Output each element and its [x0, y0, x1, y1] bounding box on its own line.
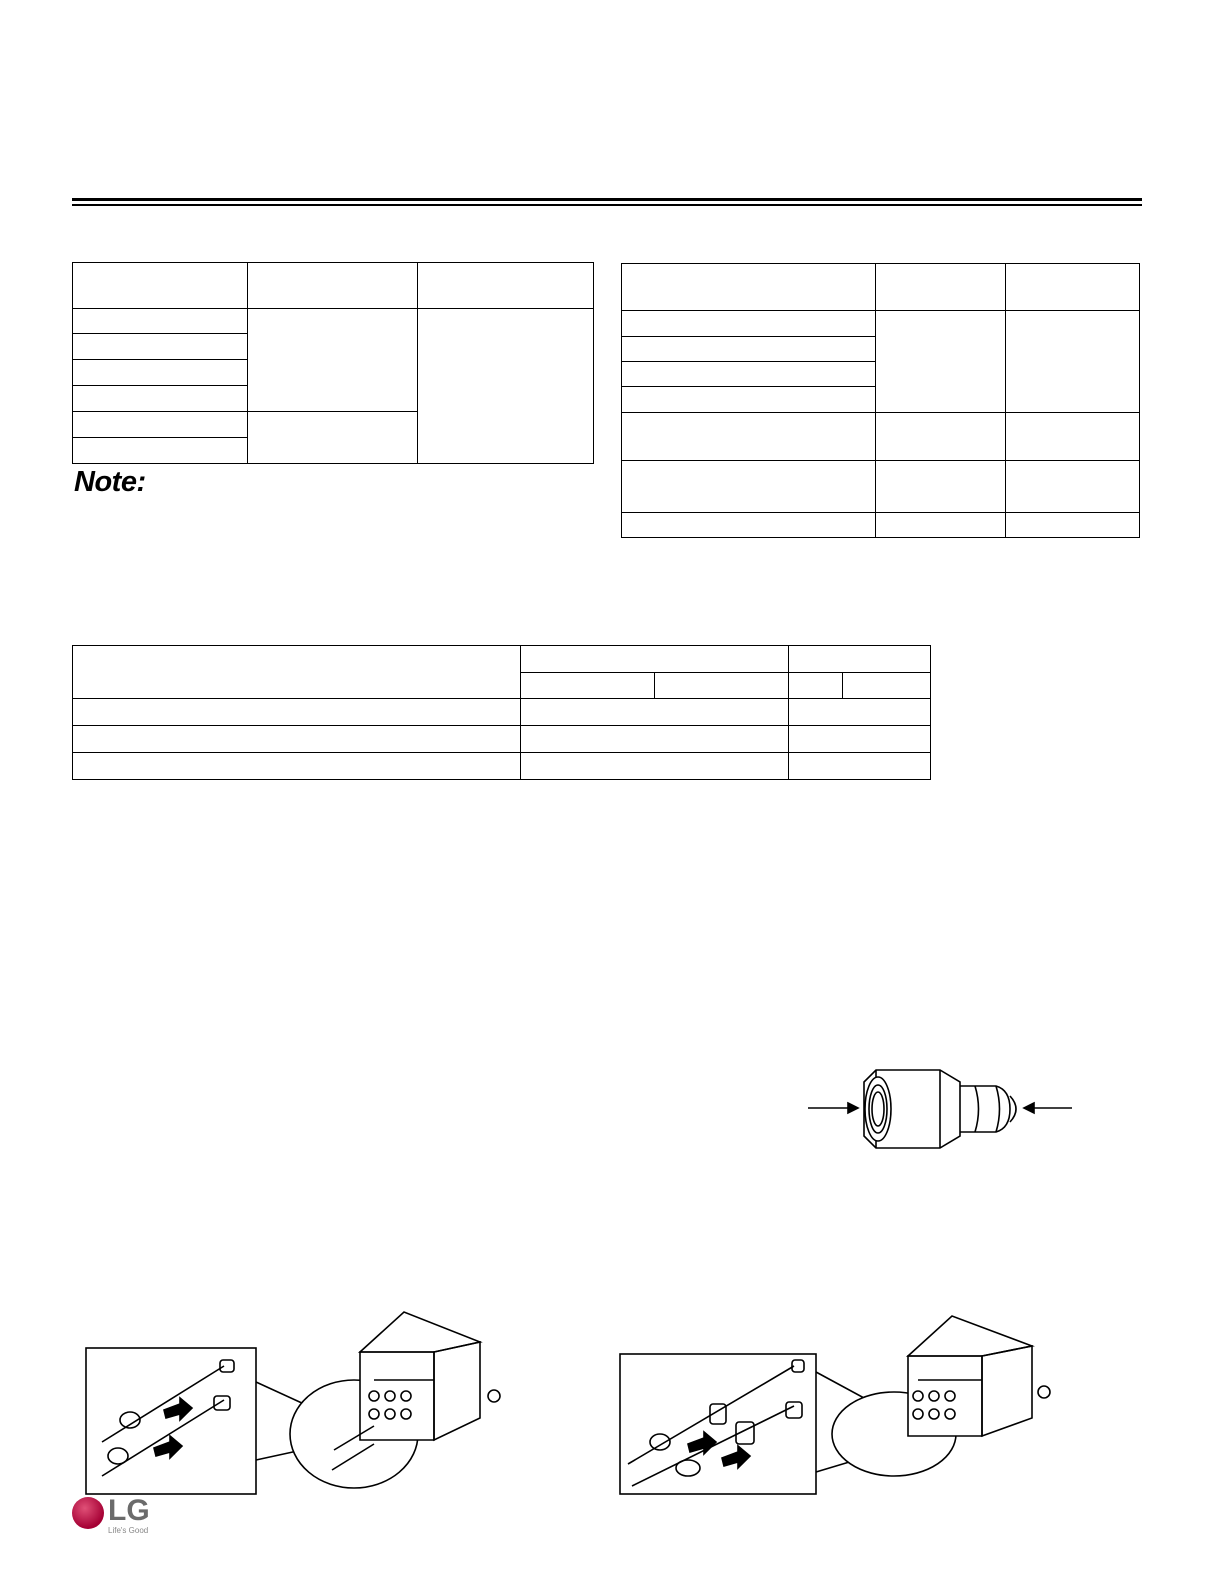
table-row	[622, 264, 1140, 311]
table-cell	[789, 673, 843, 699]
table-cell	[622, 337, 876, 362]
table-cell	[843, 673, 931, 699]
table-cell	[622, 264, 876, 311]
table-cell	[1006, 264, 1140, 311]
table-row	[73, 753, 931, 780]
table-row	[73, 726, 931, 753]
table-row	[73, 646, 931, 673]
table-cell	[73, 753, 521, 780]
table-row	[73, 309, 594, 334]
table-cell	[248, 309, 418, 412]
table-cell	[655, 673, 789, 699]
connection-detail-illustration-left	[84, 1300, 544, 1496]
table-cell	[622, 311, 876, 337]
table-cell	[876, 461, 1006, 513]
table-cell	[622, 362, 876, 387]
table-row	[622, 513, 1140, 538]
table-top-right	[621, 263, 1140, 538]
connection-detail-illustration-right	[618, 1296, 1088, 1496]
lg-logo-text: LG	[108, 1494, 150, 1527]
table-cell	[73, 726, 521, 753]
lg-logo-mark	[72, 1497, 104, 1529]
lg-logo-tagline: Life's Good	[108, 1526, 149, 1535]
table-cell	[789, 699, 931, 726]
table-row	[73, 263, 594, 309]
note-label: Note:	[74, 466, 146, 498]
table-cell	[248, 263, 418, 309]
table-cell	[521, 673, 655, 699]
table-cell	[521, 646, 789, 673]
table-cell	[789, 753, 931, 780]
table-cell	[622, 387, 876, 413]
flare-fitting-illustration	[800, 1060, 1080, 1160]
table-cell	[622, 413, 876, 461]
table-cell	[876, 311, 1006, 413]
table-cell	[418, 263, 594, 309]
table-top-left	[72, 262, 594, 464]
table-cell	[622, 513, 876, 538]
table-cell	[1006, 413, 1140, 461]
table-row	[622, 413, 1140, 461]
table-cell	[789, 646, 931, 673]
table-cell	[521, 753, 789, 780]
table-cell	[73, 412, 248, 438]
table-row	[622, 311, 1140, 337]
table-cell	[876, 513, 1006, 538]
table-cell	[73, 360, 248, 386]
table-cell	[73, 309, 248, 334]
table-cell	[73, 386, 248, 412]
table-cell	[876, 413, 1006, 461]
table-cell	[248, 412, 418, 464]
table-cell	[789, 726, 931, 753]
table-cell	[73, 263, 248, 309]
table-cell	[622, 461, 876, 513]
table-cell	[1006, 513, 1140, 538]
table-row	[622, 461, 1140, 513]
table-row	[73, 699, 931, 726]
table-cell	[521, 726, 789, 753]
table-cell	[1006, 311, 1140, 413]
header-rule-top	[72, 198, 1142, 201]
table-middle	[72, 645, 931, 780]
table-cell	[73, 334, 248, 360]
table-cell	[1006, 461, 1140, 513]
table-cell	[73, 646, 521, 699]
table-cell	[418, 309, 594, 464]
table-cell	[521, 699, 789, 726]
table-cell	[876, 264, 1006, 311]
table-cell	[73, 699, 521, 726]
header-rule-bottom	[72, 204, 1142, 206]
table-cell	[73, 438, 248, 464]
